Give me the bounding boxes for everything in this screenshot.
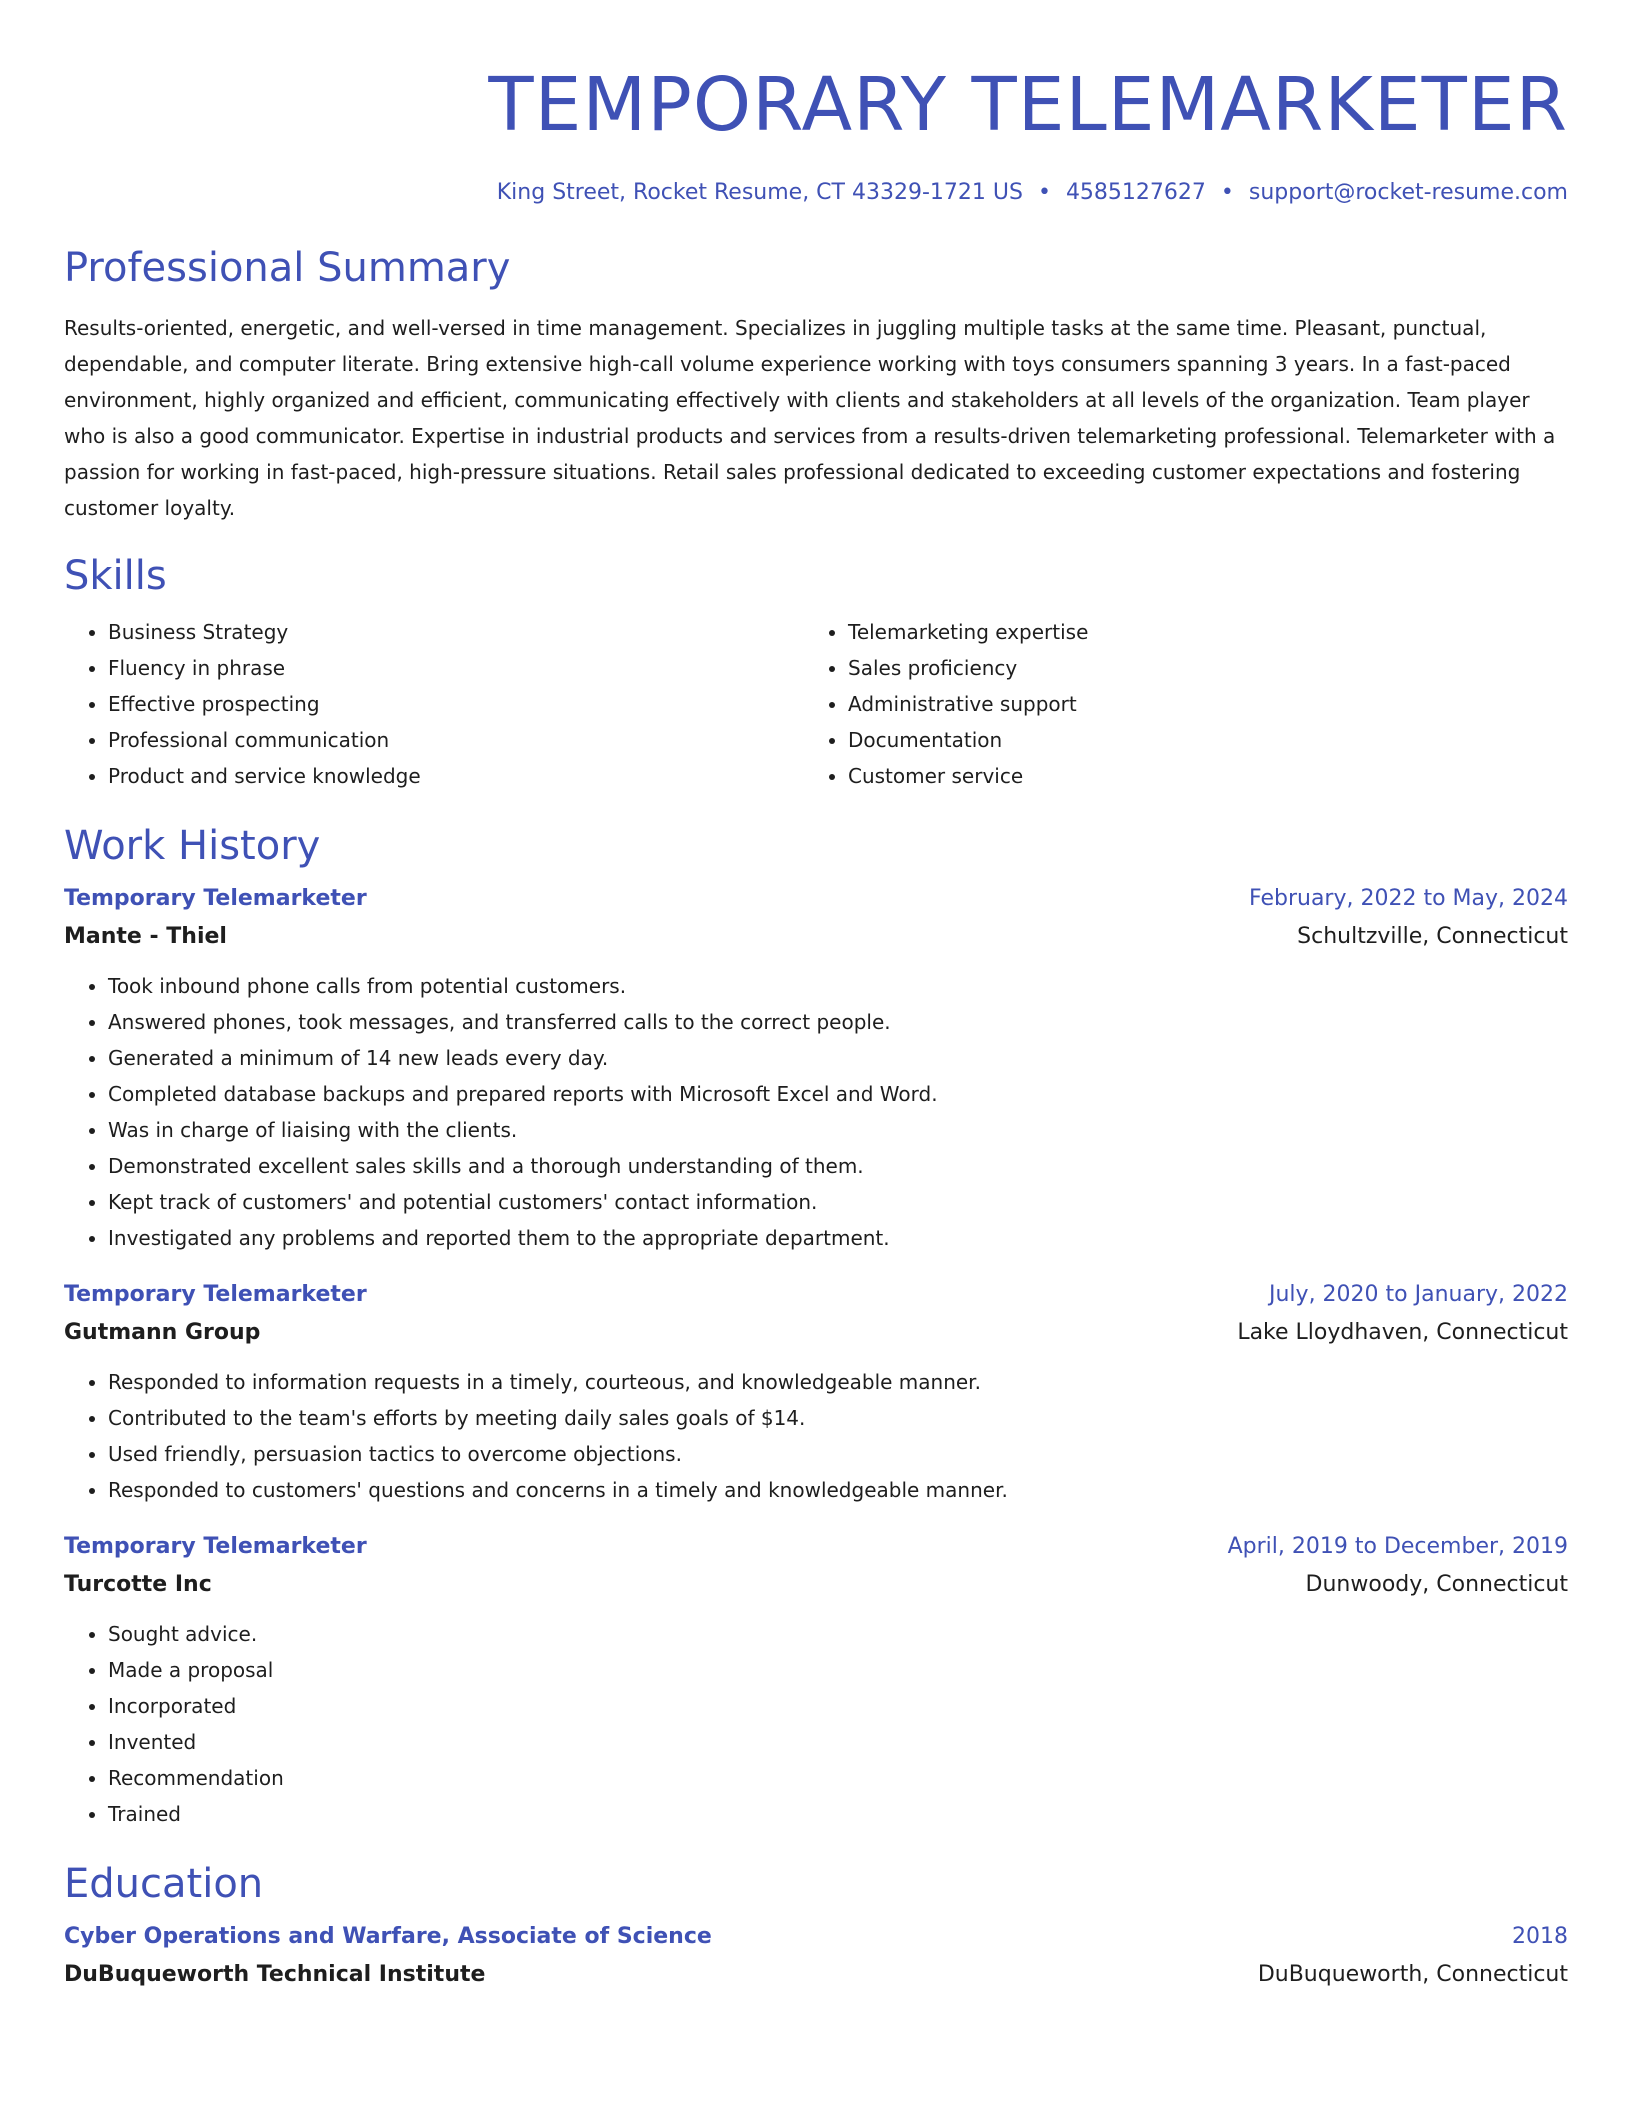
school-location: DuBuqueworth, Connecticut bbox=[1257, 1962, 1568, 1988]
job-bullet: • Generated a minimum of 14 new leads every day. bbox=[108, 1040, 1568, 1076]
skill-item: • Business Strategy bbox=[108, 614, 804, 650]
job-bullet: • Contributed to the team's efforts by meeting daily sales goals of $14. bbox=[108, 1400, 1568, 1436]
summary-heading: Professional Summary bbox=[64, 245, 511, 292]
summary-text: Results-oriented, energetic, and well-versed in time management. Specializes in juggling multiple tasks at the same time. Pleasant, punctual, dependable, and computer literate. Bring extensive high-call volume experience working with toys consumers spanning 3 years. In a fast-paced environment, highly organized and efficient, communicating effectively with clients and stakeholders at all levels of the organization. Team player who is also a good communicator. Expertise in industrial products and services from a results-driven telemarketing professional. Telemarketer with a passion for working in fast-paced, high-pressure situations. Retail sales professional dedicated to exceeding customer expectations and fostering customer loyalty. bbox=[64, 316, 1556, 521]
degree: Cyber Operations and Warfare, Associate of Science bbox=[64, 1924, 712, 1950]
company-name: Gutmann Group bbox=[64, 1320, 261, 1346]
skills-list bbox=[64, 614, 1568, 794]
job-title: Temporary Telemarketer bbox=[64, 1534, 367, 1560]
job-bullets bbox=[64, 968, 1568, 1256]
job-location: Dunwoody, Connecticut bbox=[1305, 1572, 1568, 1598]
work-history-heading: Work History bbox=[64, 823, 321, 870]
skill-item: • Product and service knowledge bbox=[108, 758, 804, 794]
skill-item: • Documentation bbox=[848, 722, 1544, 758]
job-bullet: • Incorporated bbox=[108, 1688, 1568, 1724]
company-name: Turcotte Inc bbox=[64, 1572, 212, 1598]
job-bullet: • Invented bbox=[108, 1724, 1568, 1760]
job-bullet: • Sought advice. bbox=[108, 1616, 1568, 1652]
job-bullets bbox=[64, 1616, 1568, 1832]
skill-item: • Fluency in phrase bbox=[108, 650, 804, 686]
skill-item: • Sales proficiency bbox=[848, 650, 1544, 686]
job-title: Temporary Telemarketer bbox=[64, 886, 367, 912]
job-bullet: • Responded to information requests in a timely, courteous, and knowledgeable manner. bbox=[108, 1364, 1568, 1400]
skill-item: • Administrative support bbox=[848, 686, 1544, 722]
skill-item: • Professional communication bbox=[108, 722, 804, 758]
skill-item: • Telemarketing expertise bbox=[848, 614, 1544, 650]
job-location: Schultzville, Connecticut bbox=[1297, 924, 1568, 950]
education-heading: Education bbox=[64, 1861, 264, 1908]
separator: • bbox=[1220, 180, 1234, 205]
graduation-year: 2018 bbox=[1512, 1924, 1568, 1950]
job-entry bbox=[64, 1532, 1568, 1832]
phone: 4585127627 bbox=[1065, 180, 1206, 205]
contact-line bbox=[64, 180, 1568, 206]
job-bullet: • Was in charge of liaising with the clients. bbox=[108, 1112, 1568, 1148]
skills-heading: Skills bbox=[64, 553, 167, 600]
job-bullet: • Kept track of customers' and potential customers' contact information. bbox=[108, 1184, 1568, 1220]
skill-item: • Customer service bbox=[848, 758, 1544, 794]
job-bullet: • Responded to customers' questions and concerns in a timely and knowledgeable manner. bbox=[108, 1472, 1568, 1508]
job-bullet: • Used friendly, persuasion tactics to overcome objections. bbox=[108, 1436, 1568, 1472]
job-location: Lake Lloydhaven, Connecticut bbox=[1237, 1320, 1568, 1346]
job-title: Temporary Telemarketer bbox=[64, 1282, 367, 1308]
skills-column-right bbox=[804, 614, 1544, 794]
job-dates: February, 2022 to May, 2024 bbox=[1249, 886, 1568, 912]
job-bullet: • Answered phones, took messages, and transferred calls to the correct people. bbox=[108, 1004, 1568, 1040]
job-bullet: • Investigated any problems and reported them to the appropriate department. bbox=[108, 1220, 1568, 1256]
job-bullet: • Recommendation bbox=[108, 1760, 1568, 1796]
skill-item: • Effective prospecting bbox=[108, 686, 804, 722]
job-entry bbox=[64, 884, 1568, 1256]
company-name: Mante - Thiel bbox=[64, 924, 227, 950]
resume-title: TEMPORARY TELEMARKETER bbox=[488, 62, 1568, 148]
job-dates: April, 2019 to December, 2019 bbox=[1227, 1534, 1568, 1560]
job-bullet: • Trained bbox=[108, 1796, 1568, 1832]
job-bullet: • Completed database backups and prepared reports with Microsoft Excel and Word. bbox=[108, 1076, 1568, 1112]
job-bullet: • Made a proposal bbox=[108, 1652, 1568, 1688]
skills-column-left bbox=[64, 614, 804, 794]
job-bullet: • Took inbound phone calls from potential customers. bbox=[108, 968, 1568, 1004]
job-bullet: • Demonstrated excellent sales skills and a thorough understanding of them. bbox=[108, 1148, 1568, 1184]
job-dates: July, 2020 to January, 2022 bbox=[1269, 1282, 1568, 1308]
school-name: DuBuqueworth Technical Institute bbox=[64, 1962, 486, 1988]
education-entry bbox=[64, 1922, 1568, 1990]
email-link[interactable]: support@rocket-resume.com bbox=[1248, 180, 1568, 205]
address: King Street, Rocket Resume, CT 43329-1721 US bbox=[496, 180, 1023, 205]
job-bullets bbox=[64, 1364, 1568, 1508]
job-entry bbox=[64, 1280, 1568, 1508]
separator: • bbox=[1037, 180, 1051, 205]
